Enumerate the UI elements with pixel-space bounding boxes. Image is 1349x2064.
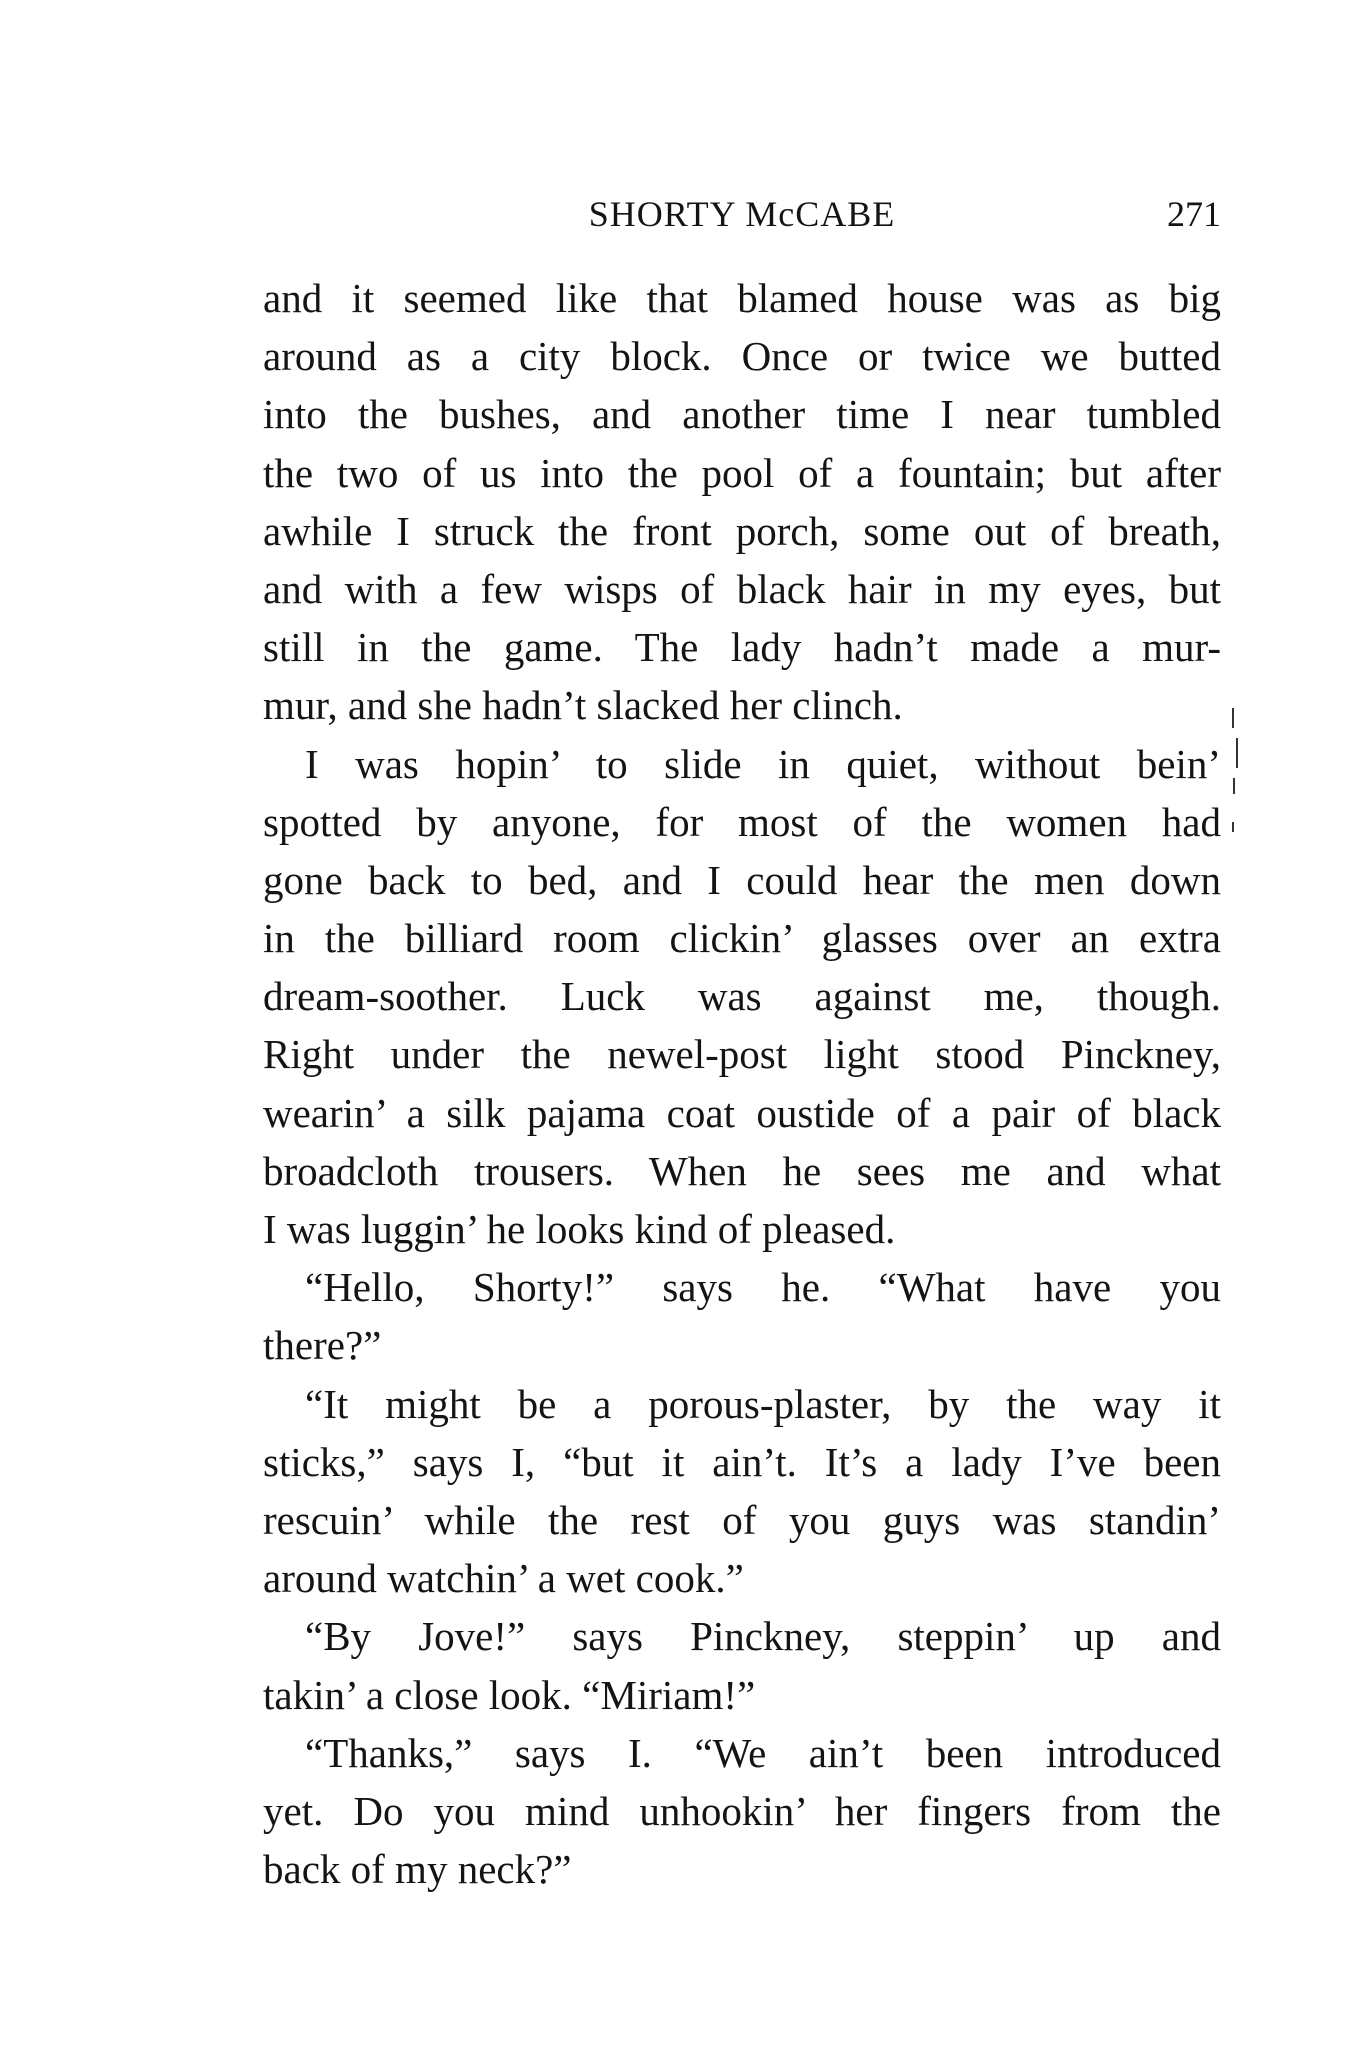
- text-line: takin’ a close look. “Miriam!”: [263, 1671, 756, 1718]
- text-line: wearin’ a silk pajama coat oustide of a pair of black: [263, 1089, 1221, 1136]
- running-head: [263, 188, 1221, 240]
- text-line: awhile I struck the front porch, some out of breath,: [263, 507, 1221, 554]
- margin-mark: [1232, 708, 1234, 728]
- text-line: “By Jove!” says Pinckney, steppin’ up and: [305, 1613, 1221, 1660]
- margin-mark: [1232, 822, 1234, 832]
- text-line: in the billiard room clickin’ glasses over an extra: [263, 915, 1221, 962]
- text-line: mur, and she hadn’t slacked her clinch.: [263, 682, 903, 729]
- text-line: spotted by anyone, for most of the women had: [263, 798, 1221, 845]
- text-line: back of my neck?”: [263, 1846, 572, 1893]
- text-line: “Thanks,” says I. “We ain’t been introduced: [305, 1729, 1221, 1776]
- text-line: the two of us into the pool of a fountain; but after: [263, 449, 1221, 496]
- running-title: SHORTY McCABE: [588, 194, 896, 234]
- text-line: and it seemed like that blamed house was as big: [263, 275, 1221, 321]
- margin-mark: [1233, 778, 1235, 794]
- text-line: gone back to bed, and I could hear the men down: [263, 856, 1221, 903]
- text-line: Right under the newel-post light stood Pinckney,: [263, 1031, 1221, 1078]
- body-text: [263, 269, 1221, 1898]
- text-line: and with a few wisps of black hair in my eyes, but: [263, 565, 1221, 612]
- text-line: around watchin’ a wet cook.”: [263, 1555, 744, 1602]
- margin-mark: [1236, 738, 1238, 768]
- text-line: I was hopin’ to slide in quiet, without bein’: [305, 740, 1221, 787]
- text-line: “It might be a porous-plaster, by the way it: [305, 1380, 1221, 1427]
- text-line: into the bushes, and another time I near tumbled: [263, 391, 1221, 438]
- text-line: rescuin’ while the rest of you guys was standin’: [263, 1496, 1221, 1543]
- text-line: there?”: [263, 1322, 382, 1369]
- text-line: around as a city block. Once or twice we butted: [263, 333, 1221, 380]
- text-line: still in the game. The lady hadn’t made a mur-: [263, 624, 1221, 671]
- text-line: I was luggin’ he looks kind of pleased.: [263, 1206, 896, 1252]
- page-number: 271: [1167, 194, 1221, 234]
- text-line: “Hello, Shorty!” says he. “What have you: [305, 1264, 1221, 1311]
- text-line: sticks,” says I, “but it ain’t. It’s a lady I’ve been: [263, 1438, 1221, 1485]
- text-line: broadcloth trousers. When he sees me and what: [263, 1147, 1221, 1194]
- text-line: dream-soother. Luck was against me, though.: [263, 973, 1221, 1020]
- text-line: yet. Do you mind unhookin’ her fingers from the: [263, 1787, 1221, 1834]
